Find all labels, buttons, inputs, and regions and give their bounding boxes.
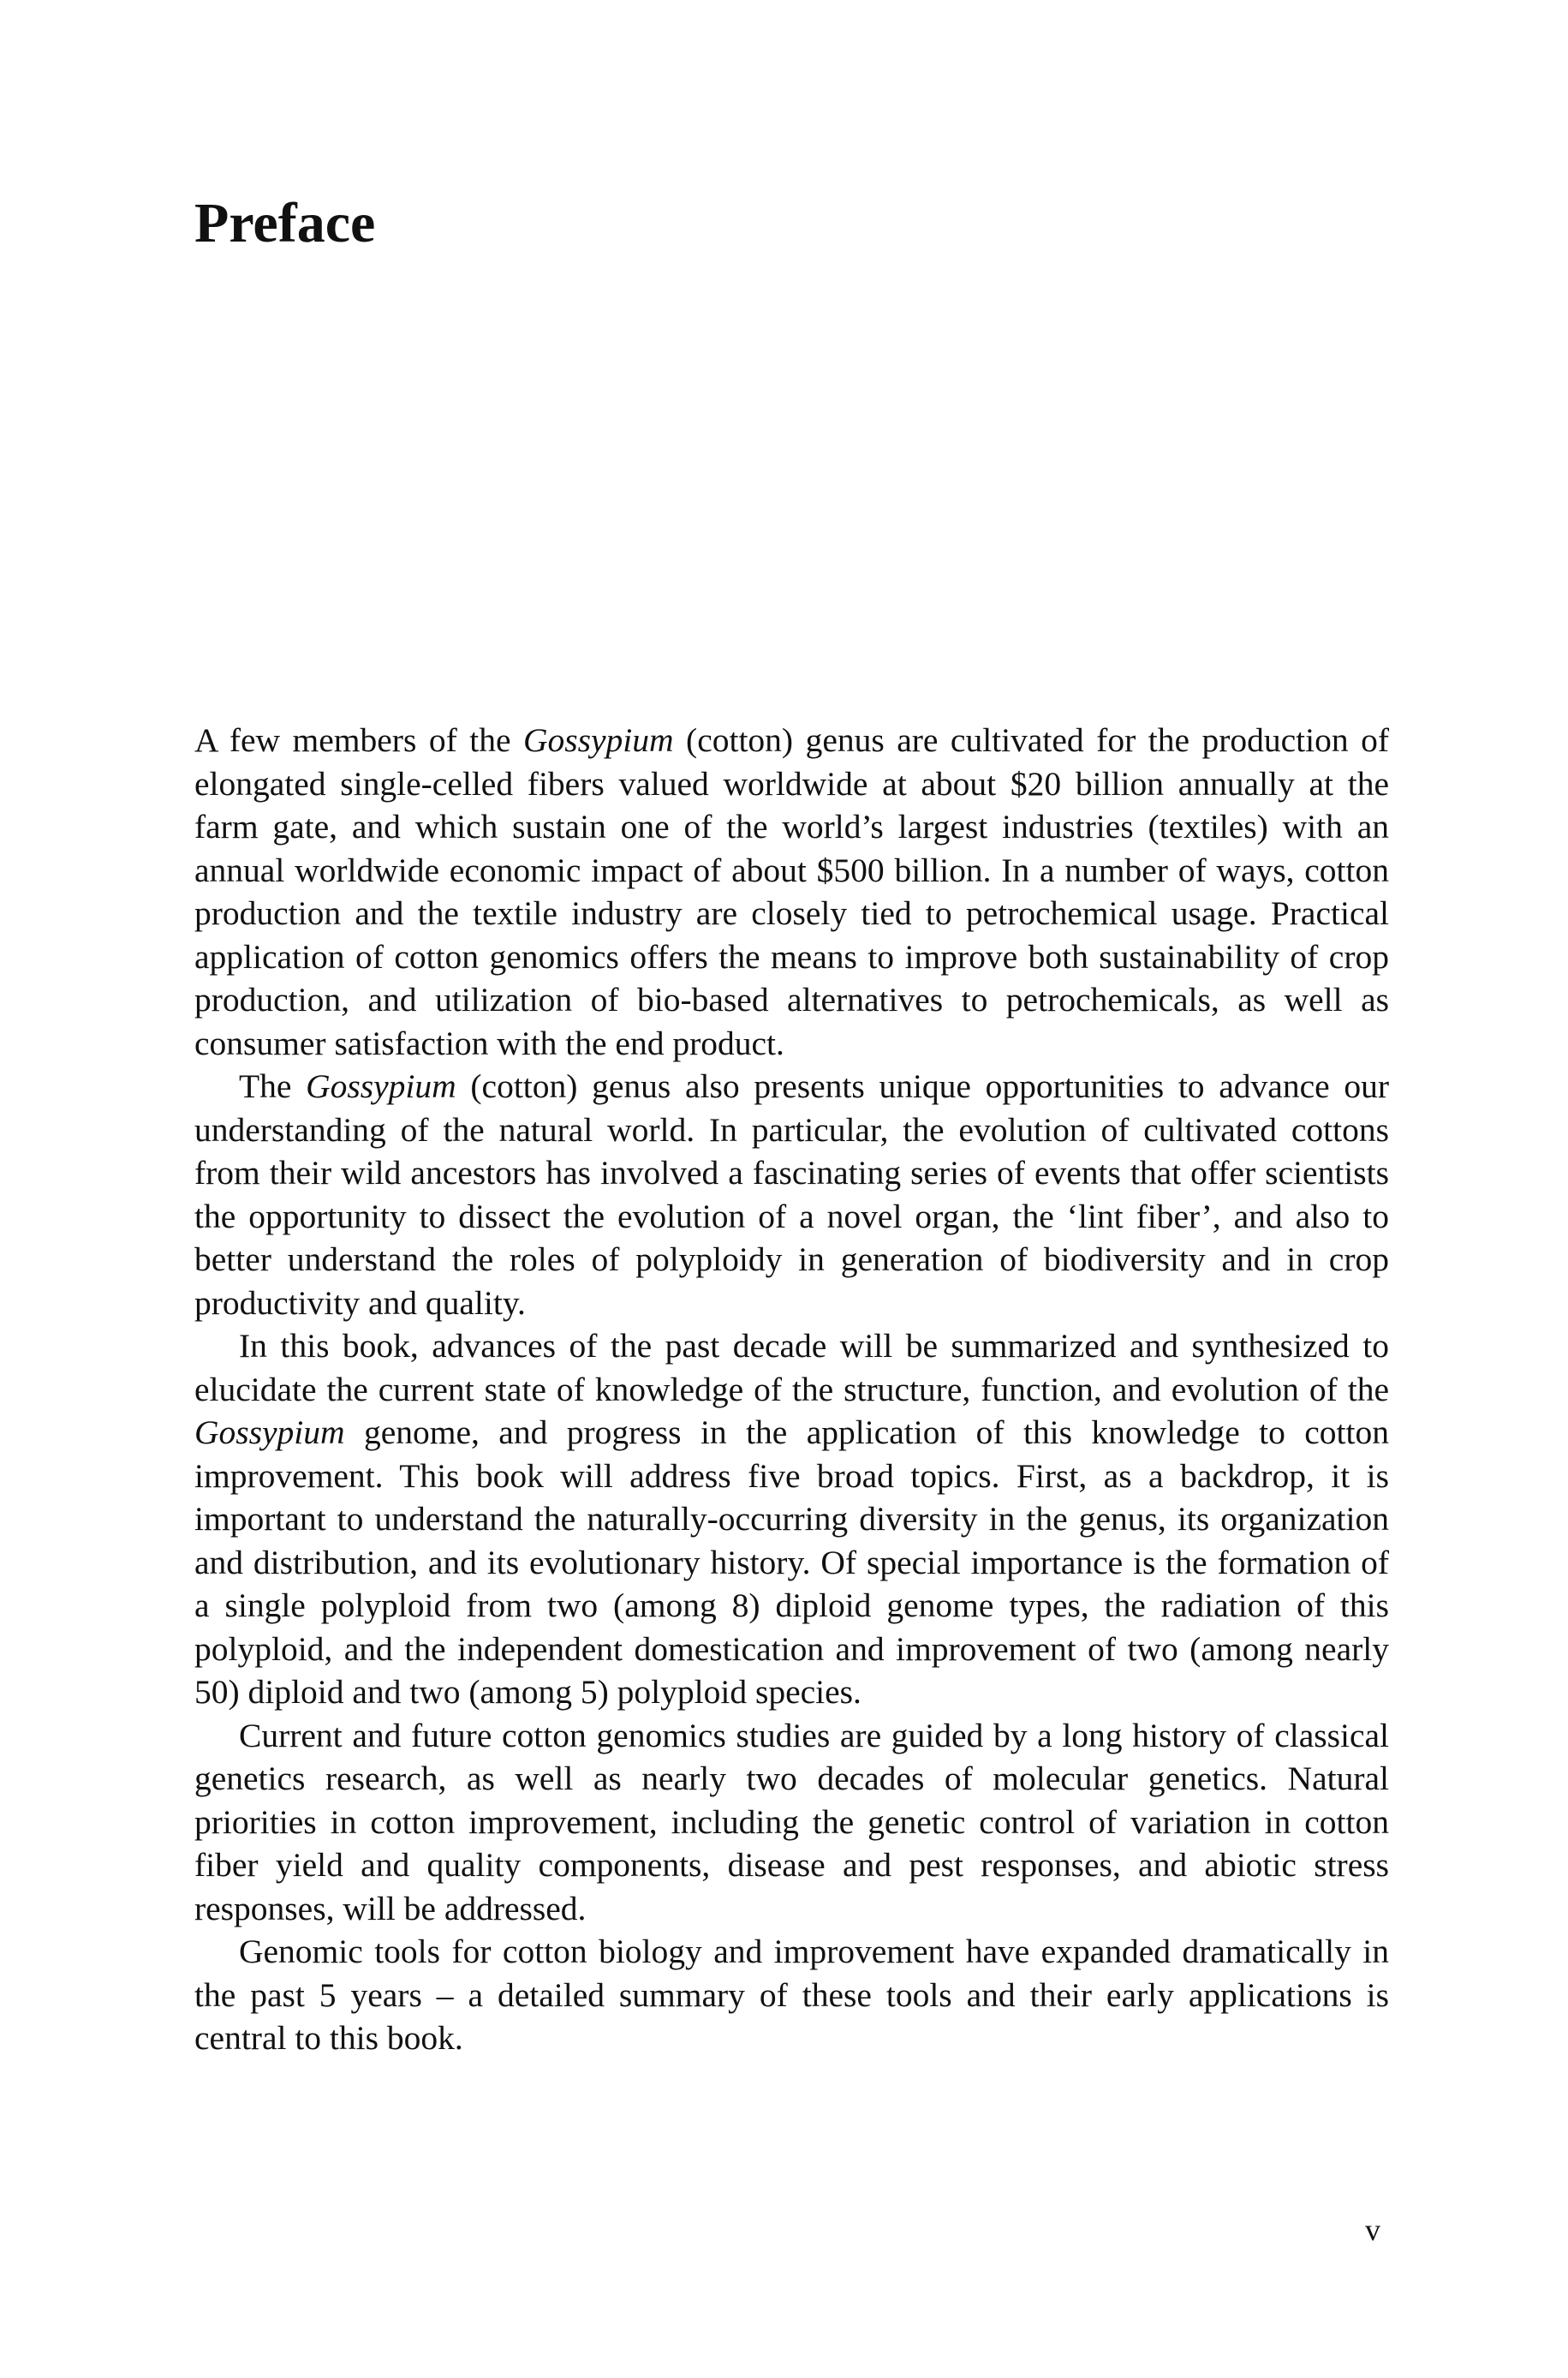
paragraph-2-start: The (239, 1067, 307, 1105)
page-title: Preface (194, 192, 376, 254)
genus-name-italic: Gossypium (522, 721, 674, 759)
genus-name-italic: Gossypium (306, 1067, 456, 1105)
genus-name-italic: Gossypium (194, 1413, 345, 1451)
paragraph-1-rest: (cotton) genus are cultivated for the production of elongated single-celled fibers valued worldwide at about $20 billion annually at the farm gate, and which sustain one of the world’s largest industries (textiles) with an annual worldwide economic impact of about $500 billion. In a number of ways, cotton production and the textile industry are closely tied to petrochemical usage. Practical application of cotton genomics offers the means to improve both sustainability of crop production, and utilization of bio-based alternatives to petrochemicals, as well as consumer satisfaction with the end product. (194, 721, 1389, 1062)
page-number: v (1365, 2213, 1380, 2247)
paragraph-2-rest: (cotton) genus also presents unique opportunities to advance our understanding of the natural world. In particular, the evolution of cultivated cottons from their wild ancestors has involved a fascinating series of events that offer scientists the opportunity to dissect the evolution of a novel organ, the ‘lint fiber’, and also to better understand the roles of polyploidy in generation of biodiversity and in crop productivity and quality. (194, 1067, 1389, 1322)
paragraph-5: Genomic tools for cotton biology and improvement have expanded dramatically in the past 5 years – a detailed summary of these tools and their early applications is central to this book. (194, 1933, 1389, 2057)
paragraph-3 (194, 1324, 1389, 1714)
preface-body (194, 719, 1389, 2060)
paragraph-2 (194, 1065, 1389, 1324)
paragraph-1 (194, 719, 1389, 1065)
paragraph-1-start: A few members of the (194, 721, 523, 759)
paragraph-3-rest: genome, and progress in the application of this knowledge to cotton improvement. This book will address five broad topics. First, as a backdrop, it is important to understand the naturally-occurring diversity in the genus, its organization and distribution, and its evolutionary history. Of special importance is the formation of a single polyploid from two (among 8) diploid genome types, the radiation of this polyploid, and the independent domestication and improvement of two (among nearly 50) diploid and two (among 5) polyploid species. (194, 1413, 1389, 1711)
paragraph-3-start: In this book, advances of the past decade will be summarized and synthesized to elucidate the current state of knowledge of the structure, function, and evolution of the (194, 1327, 1389, 1408)
paragraph-4: Current and future cotton genomics studies are guided by a long history of classical genetics research, as well as nearly two decades of molecular genetics. Natural priorities in cotton improvement, including the genetic control of variation in cotton fiber yield and quality components, disease and pest responses, and abiotic stress responses, will be addressed. (194, 1716, 1389, 1927)
